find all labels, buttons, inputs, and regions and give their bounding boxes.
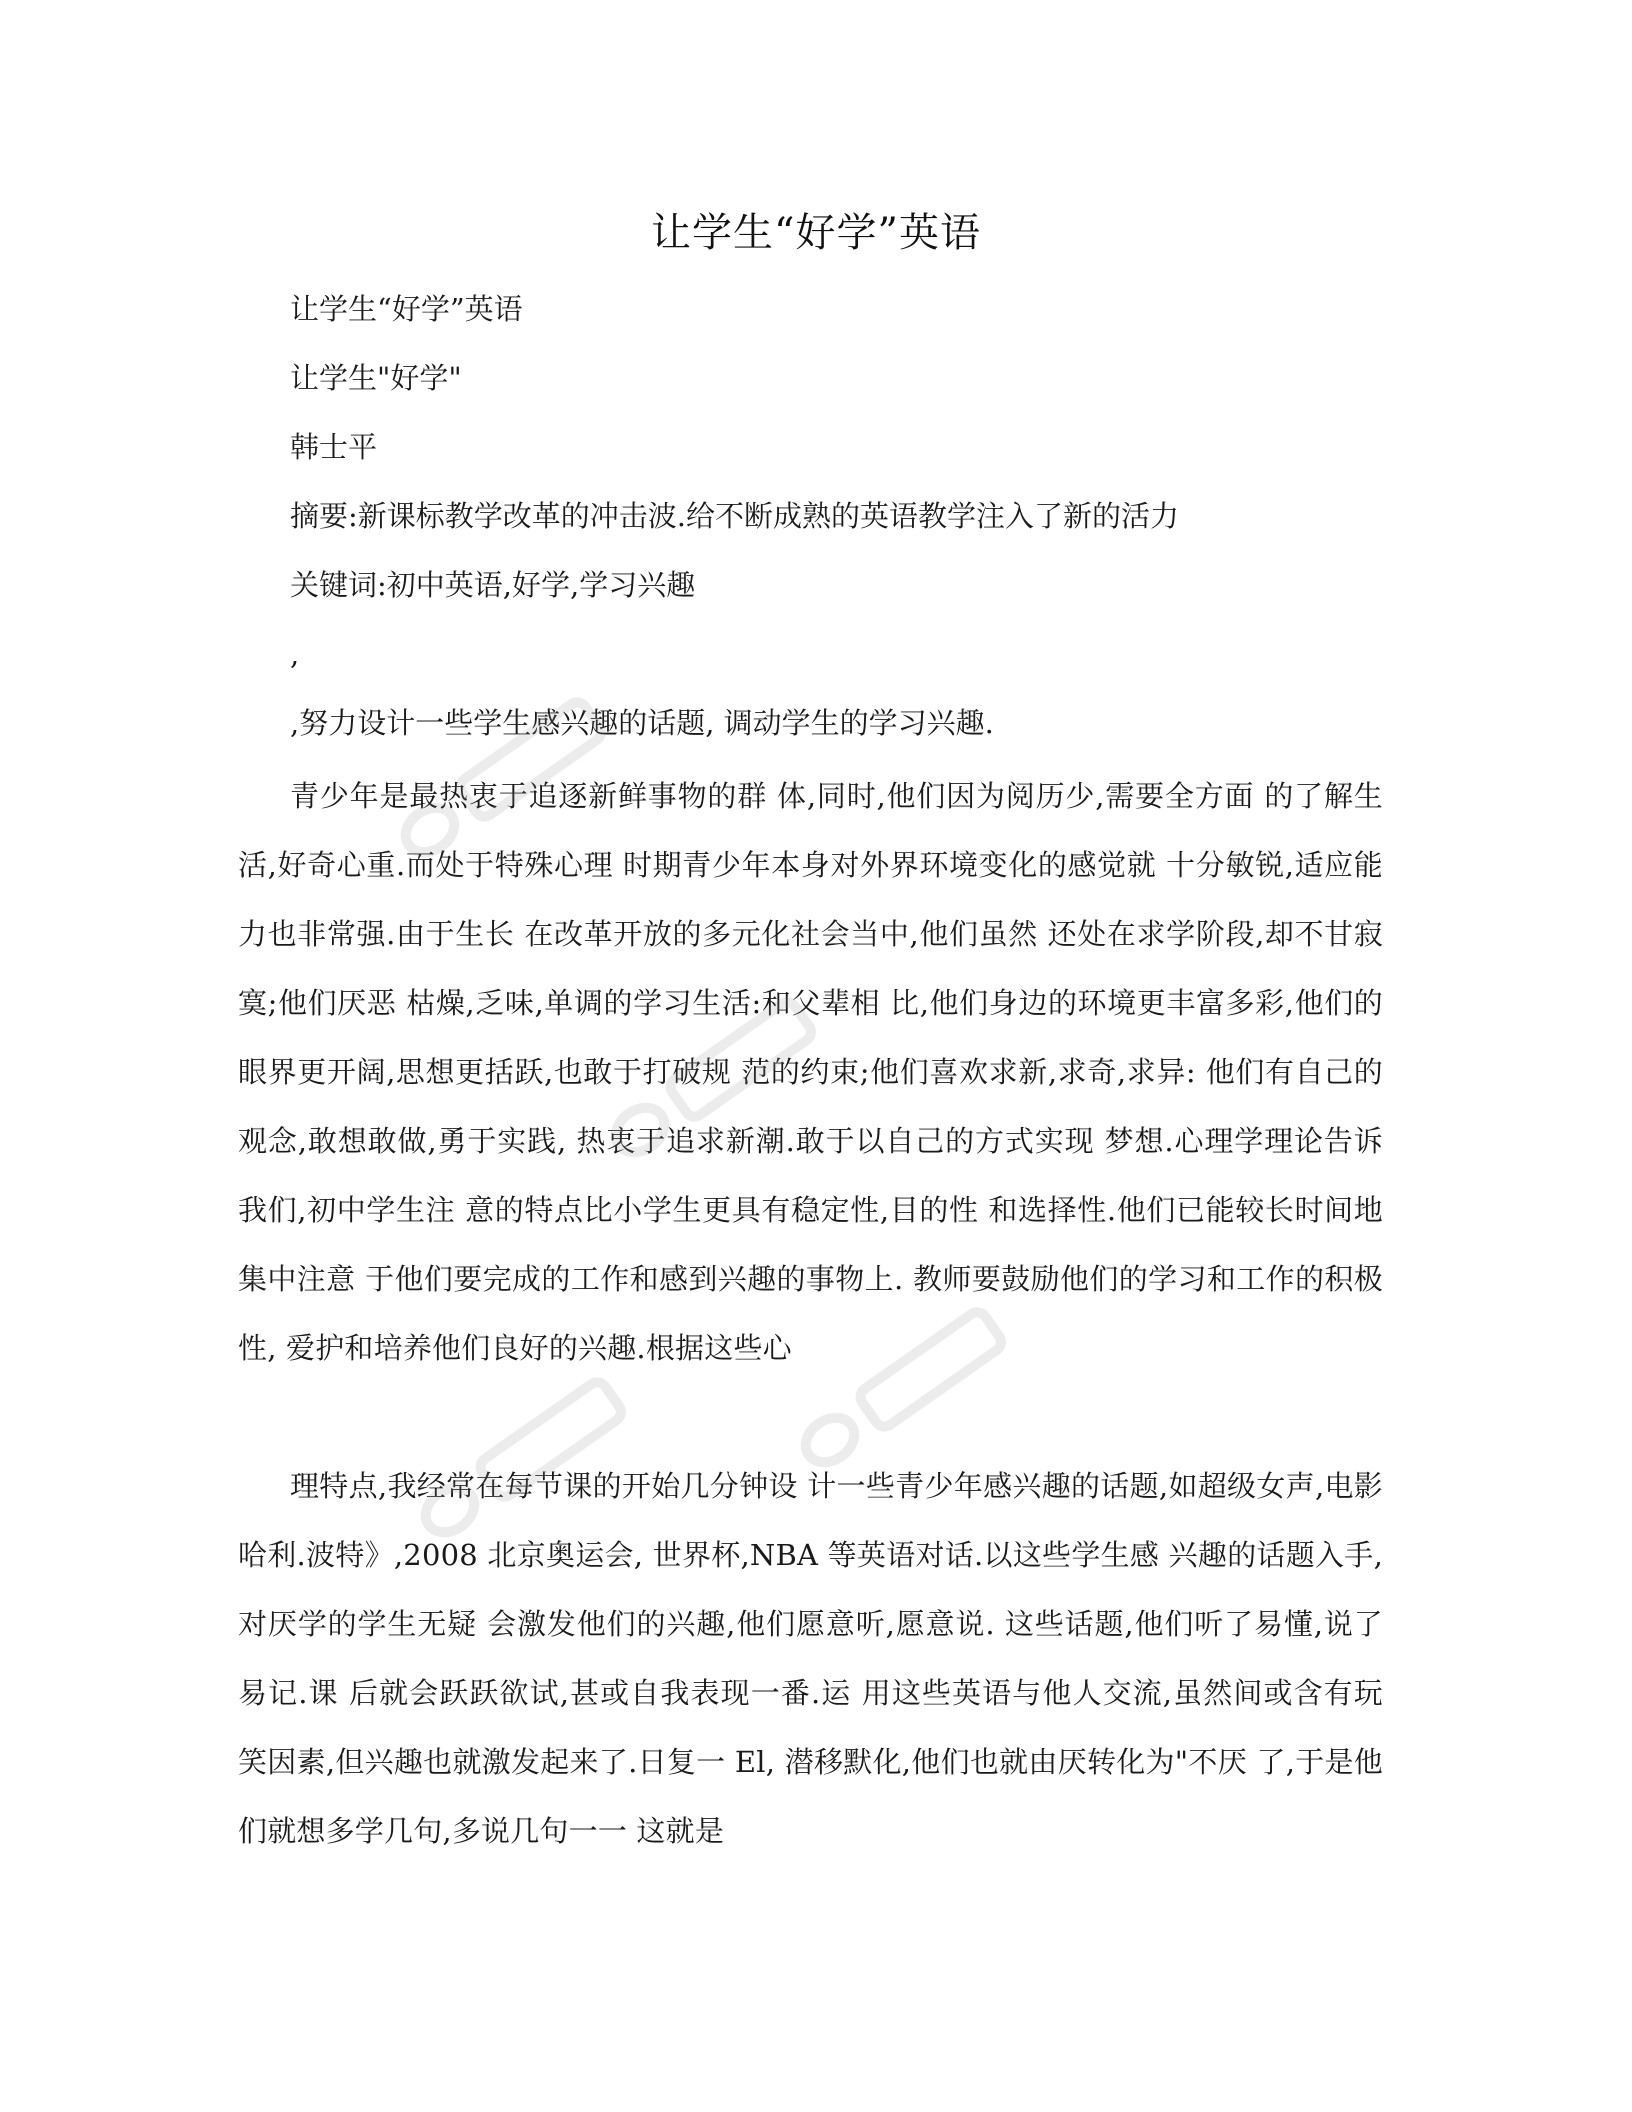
document-title: 让学生“好学”英语	[651, 210, 981, 256]
keywords-line: 关键词:初中英语,好学,学习兴趣	[290, 568, 696, 602]
subtitle-line-2: 让学生"好学"	[290, 361, 462, 395]
body-paragraph-1: 青少年是最热衷于追逐新鲜事物的群 体,同时,他们因为阅历少,需要全方面 的了解生活,好奇心重.而处于特殊心理 时期青少年本身对外界环境变化的感觉就 十分敏锐,适应能力也非常强.由于生长 在改革开放的多元化社会当中,他们虽然 还处在求学阶段,却不甘寂寞;他们厌恶 枯燥,乏味,单调的学习生活:和父辈相 比,他们身边的环境更丰富多彩,他们的 眼界更开阔,思想更括跃,也敢于打破规 范的约束;他们喜欢求新,求奇,求异: 他们有自己的观念,敢想敢做,勇于实践, 热衷于追求新潮.敢于以自己的方式实现 梦想.心理学理论告诉我们,初中学生注 意的特点比小学生更具有稳定性,目的性 和选择性.他们已能较长时间地集中注意 于他们要完成的工作和感到兴趣的事物上. 教师要鼓励他们的学习和工作的积极性, 爱护和培养他们良好的兴趣.根据这些心	[238, 779, 1383, 1365]
abstract-line: 摘要:新课标教学改革的冲击波.给不断成熟的英语教学注入了新的活力	[290, 499, 1179, 533]
body-paragraph-2: 理特点,我经常在每节课的开始几分钟设 计一些青少年感兴趣的话题,如超级女声,电影哈利.波特》,2008 北京奥运会, 世界杯,NBA 等英语对话.以这些学生感 兴趣的话题入手,对厌学的学生无疑 会激发他们的兴趣,他们愿意听,愿意说. 这些话题,他们听了易懂,说了易记.课 后就会跃跃欲试,甚或自我表现一番.运 用这些英语与他人交流,虽然间或含有玩 笑因素,但兴趣也就激发起来了.日复一 El, 潜移默化,他们也就由厌转化为"不厌 了,于是他们就想多学几句,多说几句一一 这就是	[238, 1469, 1383, 1848]
author-line: 韩士平	[290, 430, 378, 464]
subtitle-line: 让学生“好学”英语	[290, 292, 523, 326]
intro-line: ,努力设计一些学生感兴趣的话题, 调动学生的学习兴趣.	[290, 706, 994, 740]
comma-line: ,	[290, 637, 300, 671]
